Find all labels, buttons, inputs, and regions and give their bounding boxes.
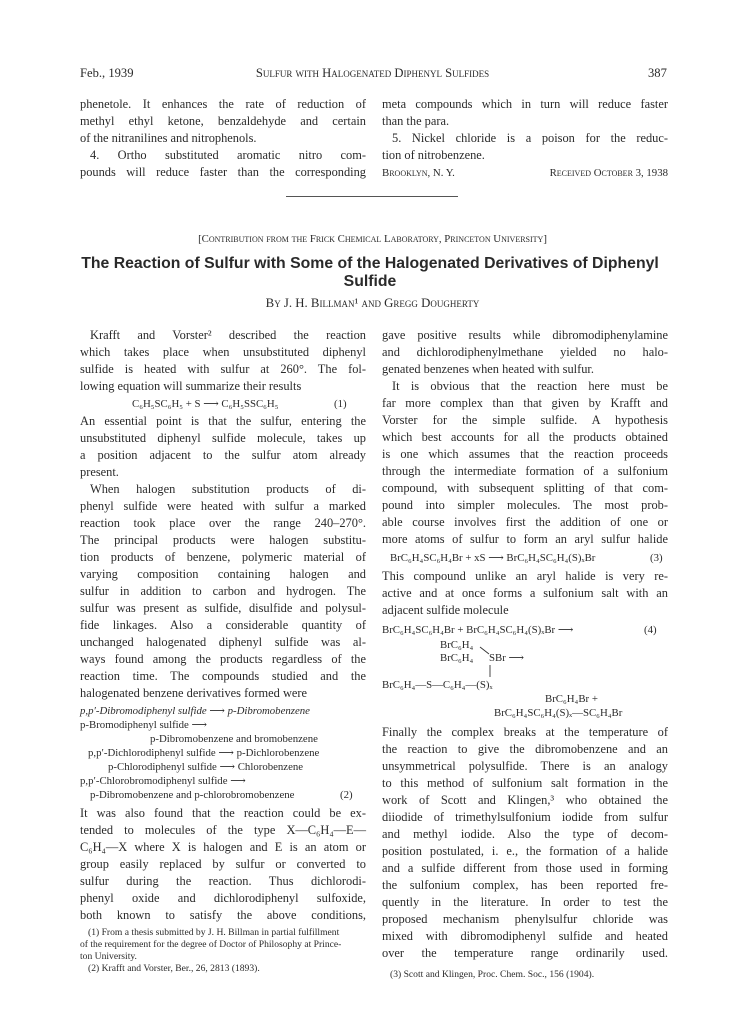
contribution-line: [Contribution from the Frick Chemical Laboratory, Princeton University] — [198, 233, 547, 245]
text-line: tion of nitrobenzene. — [382, 148, 485, 162]
text-line: and methyl iodide. Also the type of decom- — [382, 827, 668, 841]
text-line: diiodide of trimethylsulfonium iodide from sulfur — [382, 810, 668, 824]
text-line: The principal products were halogen substitu- — [80, 533, 366, 547]
scheme-line: p-Chlorodiphenyl sulfide ⟶ Chlorobenzene — [108, 761, 304, 773]
text-line: mixed with dibromodiphenyl sulfide and heated — [382, 929, 668, 943]
text-line: of the nitranilines and nitrophenols. — [80, 131, 257, 145]
text-line: sulfur in addition to carbon and hydrogen. The — [80, 584, 366, 598]
text-line: and dichlorodiphenylmethane yielded no halo- — [382, 345, 668, 359]
equation-4-line: SBr ⟶ — [489, 652, 524, 664]
footnote: of the requirement for the degree of Doctor of Philosophy at Prince- — [80, 939, 342, 950]
equation-4-line: BrC₆H₄ — [440, 639, 474, 651]
scheme-line: p-Dibromobenzene and bromobenzene — [150, 733, 318, 745]
text-line: phenyl sulfide were heated with sulfur a marked — [80, 499, 366, 513]
equation-1: C₆H₅SC₆H₅ + S ⟶ C₆H₅SSC₆H₅ — [132, 398, 279, 410]
text-line: more atoms of sulfur to form an aryl sulfur halide — [382, 532, 668, 546]
text-line: reaction time. The compounds studied and the — [80, 669, 366, 683]
text-line: the sulfonium complex, has been reported fre- — [382, 878, 668, 892]
text-line: ways found among the products regardless of the — [80, 652, 366, 666]
separator-rule — [286, 196, 458, 197]
text-line: both known to satisfy the above conditions, — [80, 908, 366, 922]
text-line: than the para. — [382, 114, 450, 128]
running-title: Sulfur with Halogenated Diphenyl Sulfides — [255, 66, 490, 80]
text-line: unsymmetrical polysulfide. There is an analogy — [382, 759, 668, 773]
title-line-2: Sulfide — [343, 273, 397, 290]
text-line: unsubstituted diphenyl sulfide molecule, takes up — [80, 431, 366, 445]
text-line: able course involves first the addition of one or — [382, 515, 668, 529]
text-line: C₆H₄—X where X is halogen and E is an atom or — [80, 840, 366, 854]
text-line: phenetole. It enhances the rate of reduction of — [80, 97, 366, 111]
text-line: to this method of sulfonium salt formation in the — [382, 776, 668, 790]
text-line: varying composition containing halogen and — [80, 567, 366, 581]
text-line: fide linkages. Also a considerable quantity of — [80, 618, 366, 632]
footnote: (1) From a thesis submitted by J. H. Billman in partial fulfillment — [88, 927, 340, 938]
text-line: work of Scott and Klingen,³ who obtained the — [382, 793, 668, 807]
scheme-line: p,p′-Dibromodiphenyl sulfide ⟶ p-Dibromobenzene — [80, 705, 310, 717]
article-title — [60, 255, 680, 291]
text-line: position postulated, i. e., the formation of a halide — [382, 844, 668, 858]
equation-1-number: (1) — [334, 398, 347, 410]
text-line: 4. Ortho substituted aromatic nitro com- — [90, 148, 366, 162]
text-line: lowing equation will summarize their results — [80, 379, 302, 393]
text-line: meta compounds which in turn will reduce faster — [382, 97, 668, 111]
equation-3: BrC₆H₄SC₆H₄Br + xS ⟶ BrC₆H₄SC₆H₄(S)ₓBr — [390, 552, 596, 564]
text-line: present. — [80, 465, 119, 479]
header-date: Feb., 1939 — [80, 66, 134, 80]
equation-4-line: BrC₆H₄—S—C₆H₄—(S)ₓ — [382, 679, 493, 691]
text-line: group easily replaced by sulfur or converted to — [80, 857, 366, 871]
text-line: compound, with subsequent splitting of that com- — [382, 481, 668, 495]
text-line: 5. Nickel chloride is a poison for the reduc- — [392, 131, 668, 145]
text-line: over the temperature range ordinarily used. — [382, 946, 668, 960]
equation-4-line: BrC₆H₄ — [440, 652, 474, 664]
text-line: sulfur during the reaction. Thus dichlorodi- — [80, 874, 366, 888]
equation-4-line: BrC₆H₄SC₆H₄Br + BrC₆H₄SC₆H₄(S)ₓBr ⟶ — [382, 624, 574, 636]
text-line: reaction took place over the range 240–270°. — [80, 516, 366, 530]
text-line: This compound unlike an aryl halide is very re- — [382, 569, 668, 583]
footnote: (2) Krafft and Vorster, Ber., 26, 2813 (1893). — [88, 963, 260, 974]
byline: By J. H. Billman¹ and Gregg Dougherty — [265, 296, 480, 310]
text-line: An essential point is that the sulfur, entering the — [80, 414, 366, 428]
equation-4-line: BrC₆H₄Br + — [545, 693, 598, 705]
text-line: through the intermediate formation of a sulfonium — [382, 464, 668, 478]
text-line: It is obvious that the reaction here must be — [392, 379, 668, 393]
text-line: methyl ethyl ketone, benzaldehyde and certain — [80, 114, 366, 128]
scheme-line: p-Bromodiphenyl sulfide ⟶ — [80, 719, 208, 731]
text-line: tended to molecules of the type X—C₆H₄—E— — [80, 823, 366, 837]
text-line: which best accounts for all the products obtained — [382, 430, 668, 444]
text-line: quently in the literature. In order to test the — [382, 895, 668, 909]
text-line: genated benzenes when heated with sulfur. — [382, 362, 594, 376]
equation-4-number: (4) — [644, 624, 657, 636]
footnote: ton University. — [80, 951, 137, 962]
scheme-line: p-Dibromobenzene and p-chlorobromobenzene — [90, 789, 295, 801]
text-line: When halogen substitution products of di- — [90, 482, 366, 496]
text-line: tion products of benzene, polymeric material of — [80, 550, 366, 564]
equation-4-line: BrC₆H₄SC₆H₄(S)ₓ—SC₆H₄Br — [494, 707, 623, 719]
text-line: gave positive results while dibromodiphenylamine — [382, 328, 668, 342]
text-line: active and at once forms a sulfonium salt with an — [382, 586, 668, 600]
text-line: proposed mechanism phenylsulfur chloride was — [382, 912, 668, 926]
scheme-line: p,p′-Dichlorodiphenyl sulfide ⟶ p-Dichlorobenzene — [88, 747, 320, 759]
text-line: It was also found that the reaction could be ex- — [80, 806, 366, 820]
bond-lines — [478, 641, 498, 681]
text-line: Finally the complex breaks at the temperature of — [382, 725, 668, 739]
footnote: (3) Scott and Klingen, Proc. Chem. Soc., 156 (1904). — [390, 969, 595, 980]
scheme-line: p,p′-Chlorobromodiphenyl sulfide ⟶ — [80, 775, 246, 787]
page-number: 387 — [648, 66, 667, 80]
text-line: Vorster for the simple sulfide. A hypothesis — [382, 413, 668, 427]
title-line-1: The Reaction of Sulfur with Some of the Halogenated Derivatives of Diphenyl — [81, 255, 659, 272]
text-line: pound into simpler molecules. The most prob- — [382, 498, 668, 512]
text-line: pounds will reduce faster than the corresponding — [80, 165, 366, 179]
received-date: Received October 3, 1938 — [549, 167, 668, 179]
text-line: Krafft and Vorster² described the reaction — [90, 328, 366, 342]
text-line: is one which assumes that the reaction proceeds — [382, 447, 668, 461]
scheme-number: (2) — [340, 789, 353, 801]
text-line: unchanged halogenated diphenyl sulfide was al- — [80, 635, 366, 649]
text-line: sulfide is heated with sulfur at 260°. The fol- — [80, 362, 366, 376]
text-line: halogenated benzene derivatives formed were — [80, 686, 308, 700]
text-line: the reaction to give the dibromobenzene and an — [382, 742, 668, 756]
text-line: adjacent sulfide molecule — [382, 603, 509, 617]
location: Brooklyn, N. Y. — [382, 167, 455, 179]
text-line: sulfur was present as sulfide, disulfide and polysul- — [80, 601, 366, 615]
text-line: a position adjacent to the sulfur atom already — [80, 448, 366, 462]
text-line: far more complex than that given by Krafft and — [382, 396, 668, 410]
equation-3-number: (3) — [650, 552, 663, 564]
text-line: phenyl oxide and dichlorodiphenyl sulfoxide, — [80, 891, 366, 905]
text-line: which takes place when unsubstituted diphenyl — [80, 345, 366, 359]
text-line: and a sulfide different from those used in forming — [382, 861, 668, 875]
